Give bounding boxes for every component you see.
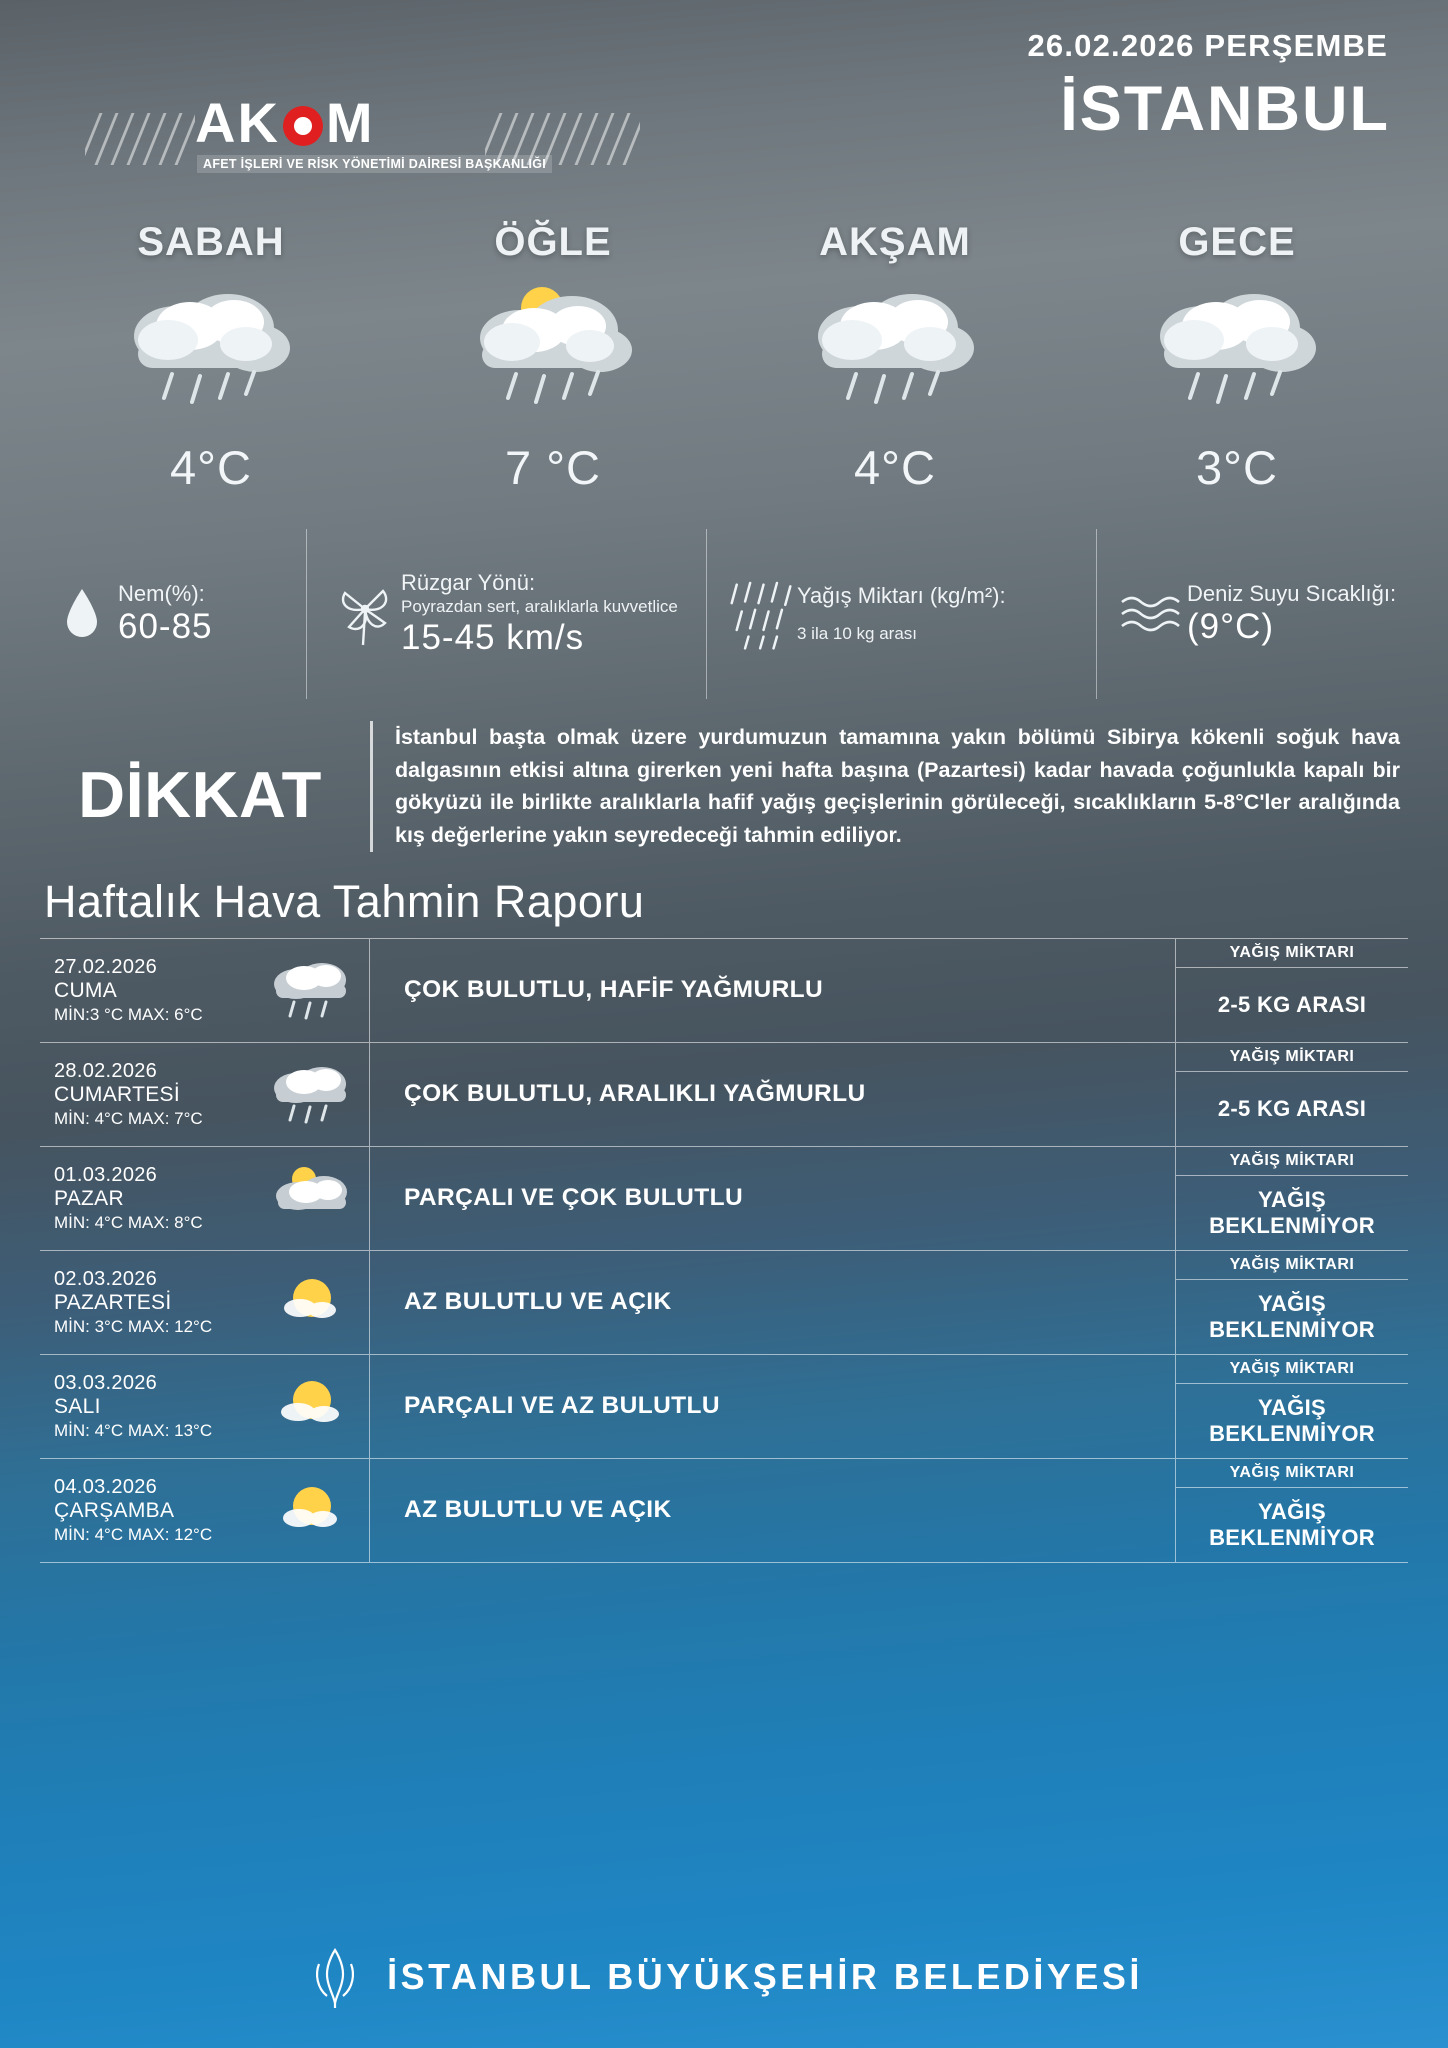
row-date (40, 1043, 255, 1146)
city-title: İSTANBUL (1060, 74, 1390, 144)
akom-subtitle: AFET İŞLERİ VE RİSK YÖNETİMİ DAİRESİ BAŞKANLIĞI (197, 155, 552, 173)
sun-small-cloud-icon (255, 1251, 370, 1354)
sun-cloud-icon (255, 1147, 370, 1250)
report-date: 26.02.2026 PERŞEMBE (1027, 28, 1388, 63)
akom-logo (85, 91, 645, 185)
table-row (40, 1355, 1408, 1459)
metric-wind (306, 529, 706, 699)
sea-label: Deniz Suyu Sıcaklığı: (1187, 581, 1397, 606)
akom-wordmark (195, 91, 375, 154)
sun-small-cloud-icon (255, 1355, 370, 1458)
amount-header: YAĞIŞ MİKTARI (1176, 1147, 1408, 1176)
sun-small-cloud-icon (255, 1459, 370, 1562)
hatch-lines-left-icon (85, 113, 195, 165)
row-date-value: 02.03.2026 (54, 1267, 158, 1290)
row-description: ÇOK BULUTLU, ARALIKLI YAĞMURLU (370, 1043, 1176, 1146)
wind-label: Rüzgar Yönü: (401, 570, 536, 596)
row-date-value: 04.03.2026 (54, 1475, 158, 1498)
weekly-title: Haftalık Hava Tahmin Raporu (44, 875, 645, 927)
metric-sea-temperature (1096, 529, 1422, 699)
row-description: ÇOK BULUTLU, HAFİF YAĞMURLU (370, 939, 1176, 1042)
footer (0, 1944, 1448, 2010)
row-description: PARÇALI VE AZ BULUTLU (370, 1355, 1176, 1458)
daypart-temp: 7 °C (505, 441, 601, 494)
daypart-ogle (382, 220, 724, 495)
row-date-value: 27.02.2026 (54, 955, 158, 978)
amount-value: 2-5 KG ARASI (1217, 1096, 1367, 1122)
akom-text-b: M (325, 91, 375, 154)
amount-value: YAĞIŞ BEKLENMİYOR (1209, 1499, 1375, 1550)
table-row (40, 939, 1408, 1043)
daypart-aksam (724, 220, 1066, 495)
amount-value: 2-5 KG ARASI (1217, 992, 1367, 1018)
ibb-tulip-icon (305, 1944, 365, 2010)
table-row (40, 1147, 1408, 1251)
amount-value: YAĞIŞ BEKLENMİYOR (1209, 1395, 1375, 1446)
row-date-value: 01.03.2026 (54, 1163, 158, 1186)
cloud-rain-icon (255, 1043, 370, 1146)
row-day-name: SALI (54, 1394, 101, 1418)
row-precipitation (1176, 1251, 1408, 1354)
row-day-name: PAZARTESİ (54, 1290, 172, 1314)
precipitation-value: 3 ila 10 kg arası (797, 624, 918, 644)
wind-value: 15-45 km/s (401, 617, 585, 657)
amount-header: YAĞIŞ MİKTARI (1176, 939, 1408, 968)
amount-header: YAĞIŞ MİKTARI (1176, 1459, 1408, 1488)
sun-cloud-rain-icon (382, 265, 724, 440)
row-minmax: MİN: 4°C MAX: 7°C (54, 1108, 203, 1128)
amount-value: YAĞIŞ BEKLENMİYOR (1209, 1291, 1375, 1342)
table-row (40, 1251, 1408, 1355)
daypart-forecast-row (0, 200, 1448, 495)
akom-o-circle-icon (283, 106, 323, 146)
warning-text: İstanbul başta olmak üzere yurdumuzun tamamına yakın bölümü Sibirya kökenli soğuk hava dalgasının etkisi altına girerken yeni hafta başına (Pazartesi) kadar havada çoğunlukla kapalı bir gökyüzü ile birlikte aralıklarla hafif yağış geçişlerinin görüleceği, sıcaklıkların 5-8°C'ler aralığında kış değerlerine yakın seyredeceği tahmin ediliyor. (370, 721, 1418, 852)
row-minmax: MİN:3 °C MAX: 6°C (54, 1004, 203, 1024)
row-date (40, 1459, 255, 1562)
daypart-label: GECE (1178, 220, 1296, 264)
daypart-gece (1066, 220, 1408, 495)
amount-value: YAĞIŞ BEKLENMİYOR (1209, 1187, 1375, 1238)
row-date (40, 1251, 255, 1354)
header (0, 0, 1448, 200)
daypart-temp: 3°C (1196, 441, 1278, 494)
akom-text-a: AK (195, 91, 280, 154)
row-precipitation (1176, 1459, 1408, 1562)
amount-header: YAĞIŞ MİKTARI (1176, 1251, 1408, 1280)
row-minmax: MİN: 3°C MAX: 12°C (54, 1316, 213, 1336)
metric-precipitation (706, 529, 1096, 699)
row-precipitation (1176, 1147, 1408, 1250)
humidity-value: 60-85 (118, 607, 213, 646)
humidity-label: Nem(%): (118, 581, 205, 606)
table-row (40, 1459, 1408, 1563)
water-drop-icon (46, 585, 118, 643)
daypart-label: SABAH (137, 220, 285, 264)
sea-value: (9°C) (1187, 607, 1275, 646)
footer-text: İSTANBUL BÜYÜKŞEHİR BELEDİYESİ (387, 1956, 1143, 1997)
daypart-label: ÖĞLE (494, 220, 612, 264)
row-description: AZ BULUTLU VE AÇIK (370, 1459, 1176, 1562)
waves-icon (1115, 590, 1187, 638)
metric-humidity (26, 529, 306, 699)
daypart-label: AKŞAM (819, 220, 971, 264)
pinwheel-icon (329, 579, 401, 649)
row-date (40, 1147, 255, 1250)
amount-header: YAĞIŞ MİKTARI (1176, 1043, 1408, 1072)
row-day-name: PAZAR (54, 1186, 124, 1210)
row-description: AZ BULUTLU VE AÇIK (370, 1251, 1176, 1354)
row-precipitation (1176, 1355, 1408, 1458)
weekly-forecast-table (40, 938, 1408, 1563)
row-minmax: MİN: 4°C MAX: 13°C (54, 1420, 213, 1440)
row-day-name: CUMARTESİ (54, 1082, 180, 1106)
row-precipitation (1176, 939, 1408, 1042)
row-date (40, 1355, 255, 1458)
warning-section (30, 721, 1418, 852)
row-minmax: MİN: 4°C MAX: 8°C (54, 1212, 203, 1232)
row-minmax: MİN: 4°C MAX: 12°C (54, 1524, 213, 1544)
amount-header: YAĞIŞ MİKTARI (1176, 1355, 1408, 1384)
table-row (40, 1043, 1408, 1147)
row-description: PARÇALI VE ÇOK BULUTLU (370, 1147, 1176, 1250)
row-date-value: 28.02.2026 (54, 1059, 158, 1082)
cloud-rain-icon (724, 265, 1066, 440)
precipitation-label: Yağış Miktarı (kg/m²): (797, 583, 1006, 609)
row-date-value: 03.03.2026 (54, 1371, 158, 1394)
rain-drops-icon (725, 571, 797, 657)
daypart-temp: 4°C (854, 441, 936, 494)
row-day-name: ÇARŞAMBA (54, 1498, 175, 1522)
row-day-name: CUMA (54, 978, 118, 1002)
cloud-rain-icon (255, 939, 370, 1042)
daypart-temp: 4°C (170, 441, 252, 494)
cloud-rain-icon (1066, 265, 1408, 440)
daypart-sabah (40, 220, 382, 495)
wind-sub: Poyrazdan sert, aralıklarla kuvvetlice (401, 597, 678, 617)
row-date (40, 939, 255, 1042)
warning-title: DİKKAT (78, 758, 322, 831)
metrics-bar (26, 529, 1422, 699)
row-precipitation (1176, 1043, 1408, 1146)
cloud-rain-icon (40, 265, 382, 440)
